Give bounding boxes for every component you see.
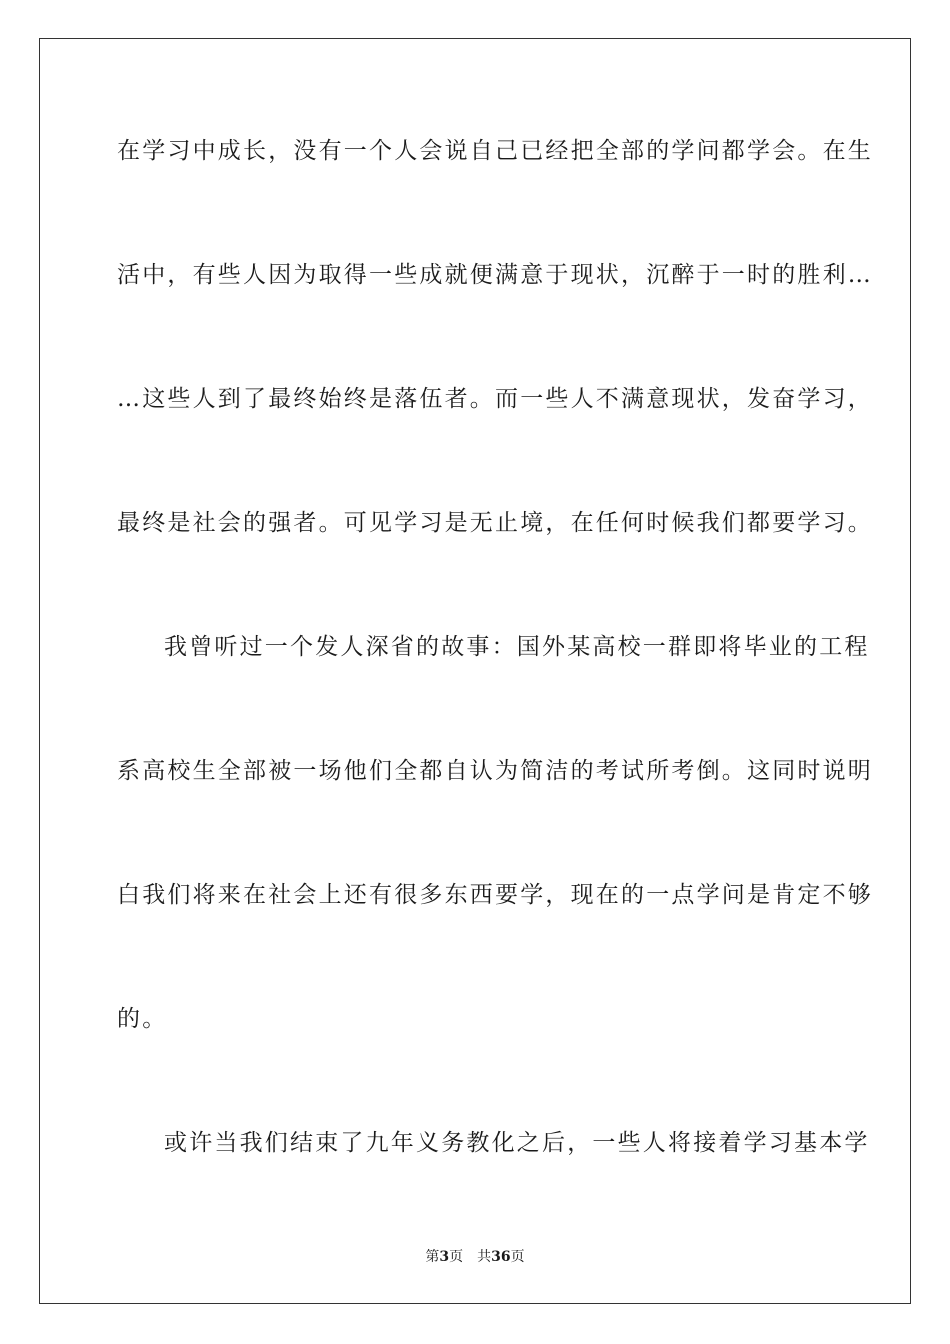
page-number: 3 <box>439 1249 450 1265</box>
paragraph-line: 我曾听过一个发人深省的故事：国外某高校一群即将毕业的工程 <box>164 634 870 660</box>
page-prefix: 第 <box>425 1249 440 1265</box>
total-prefix: 共 <box>477 1249 492 1265</box>
paragraph-line: 白我们将来在社会上还有很多东西要学，现在的一点学问是肯定不够 <box>117 882 873 908</box>
paragraph-line: 或许当我们结束了九年义务教化之后，一些人将接着学习基本学 <box>164 1130 870 1156</box>
paragraph-line: 的。 <box>117 1006 168 1032</box>
total-suffix: 页 <box>510 1249 525 1265</box>
paragraph-line: 在学习中成长，没有一个人会说自己已经把全部的学问都学会。在生 <box>117 138 873 164</box>
paragraph-line: 系高校生全部被一场他们全都自认为简洁的考试所考倒。这同时说明 <box>117 758 873 784</box>
page-border <box>39 38 911 1304</box>
page-suffix: 页 <box>449 1249 464 1265</box>
paragraph-line: 活中，有些人因为取得一些成就便满意于现状，沉醉于一时的胜利… <box>117 262 873 288</box>
paragraph-line: 最终是社会的强者。可见学习是无止境，在任何时候我们都要学习。 <box>117 510 873 536</box>
paragraph-line: …这些人到了最终始终是落伍者。而一些人不满意现状，发奋学习， <box>117 386 873 412</box>
page-footer <box>0 1248 950 1266</box>
total-pages: 36 <box>491 1249 511 1265</box>
